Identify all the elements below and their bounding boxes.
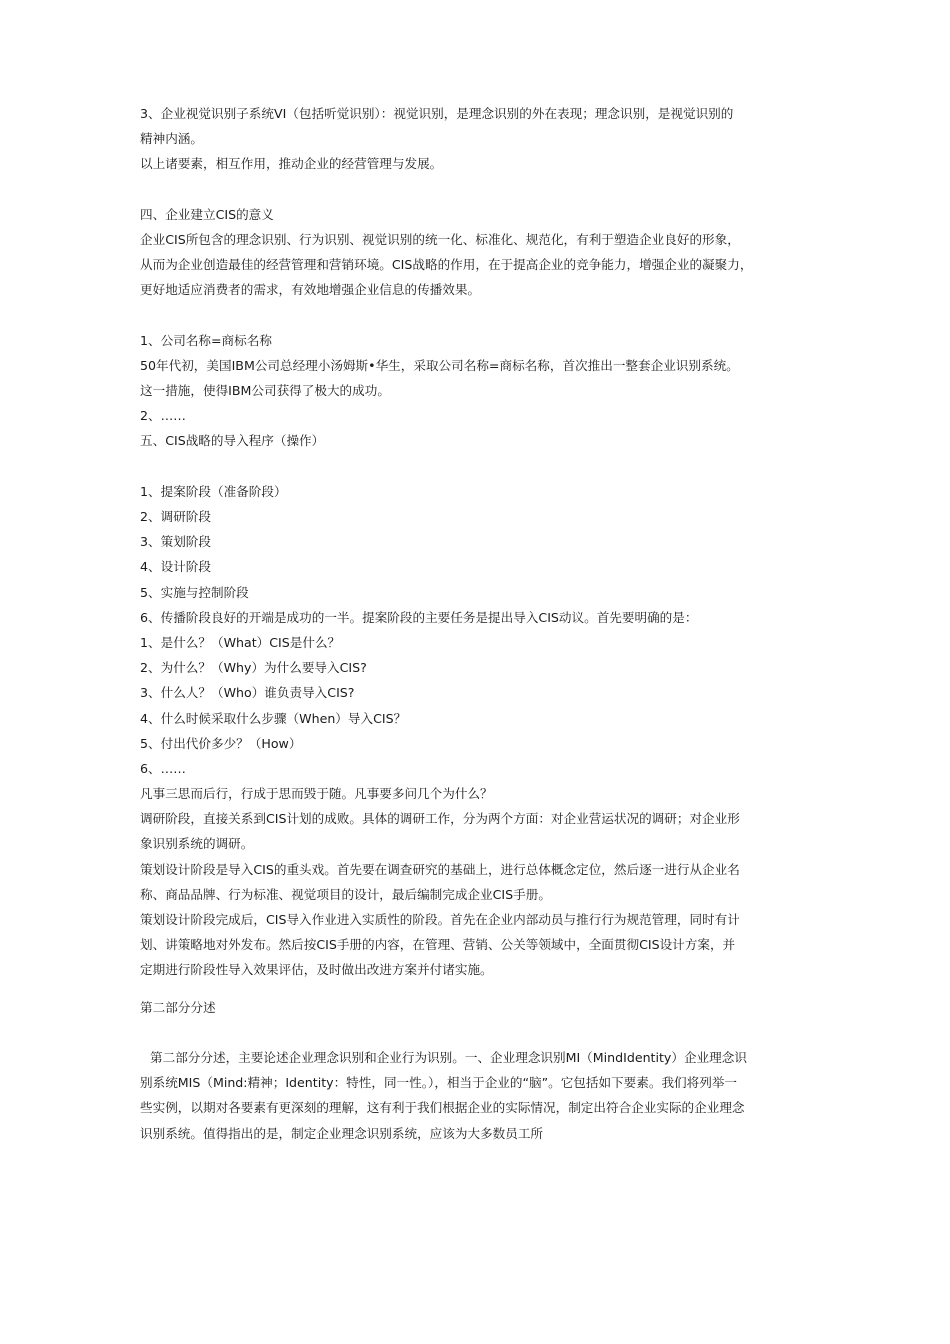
text-line: 策划设计阶段完成后，CIS导入作业进入实质性的阶段。首先在企业内部动员与推行行为规范管理，同时有计: [140, 912, 740, 927]
list-item: 6、传播阶段良好的开端是成功的一半。提案阶段的主要任务是提出导入CIS动议。首先要明确的是：: [140, 609, 698, 625]
text-line: 些实例，以期对各要素有更深刻的理解，这有利于我们根据企业的实际情况，制定出符合企业实际的企业理念: [140, 1100, 745, 1116]
text-line: 调研阶段，直接关系到CIS计划的成败。具体的调研工作，分为两个方面：对企业营运状况的调研；对企业形: [140, 811, 740, 827]
list-item: 3、策划阶段: [140, 534, 211, 550]
list-item: 5、付出代价多少？（How）: [140, 735, 302, 751]
text-line: 定期进行阶段性导入效果评估，及时做出改进方案并付诸实施。: [140, 962, 493, 978]
block-2: [140, 202, 812, 303]
section-heading: 五、CIS战略的导入程序（操作）: [140, 433, 325, 449]
text-line: 称、商品品牌、行为标准、视觉项目的设计，最后编制完成企业CIS手册。: [140, 886, 551, 902]
part-title: 第二部分分述: [140, 999, 216, 1015]
list-item: 3、什么人？（Who）谁负责导入CIS?: [140, 685, 355, 701]
text-line: 这一措施，使得IBM公司获得了极大的成功。: [140, 383, 390, 399]
text-line: 象识别系统的调研。: [140, 836, 254, 852]
list-item: 1、提案阶段（准备阶段）: [140, 483, 287, 499]
document-page: [140, 101, 812, 1146]
text-line: 以上诸要素，相互作用，推动企业的经营管理与发展。: [140, 156, 443, 172]
text-line: 凡事三思而后行，行成于思而毁于随。凡事要多问几个为什么？: [140, 786, 493, 802]
text-line: 策划设计阶段是导入CIS的重头戏。首先要在调查研究的基础上，进行总体概念定位，然后逐一进行从企业名: [140, 861, 740, 877]
list-item: 1、公司名称=商标名称: [140, 332, 272, 348]
text-line: 识别系统。值得指出的是，制定企业理念识别系统，应该为大多数员工所: [140, 1125, 543, 1141]
text-line: 50年代初，美国IBM公司总经理小汤姆斯•华生，采取公司名称=商标名称，首次推出一整套企业识别系统。: [140, 357, 739, 373]
list-item: 2、……: [140, 408, 186, 424]
list-item: 1、是什么？（What）CIS是什么？: [140, 634, 341, 650]
list-item: 4、什么时候采取什么步骤（When）导入CIS？: [140, 710, 407, 726]
block-4: [140, 479, 812, 983]
block-1: [140, 101, 812, 177]
list-item: 4、设计阶段: [140, 559, 211, 575]
block-5: [140, 1045, 812, 1146]
text-line: 从而为企业创造最佳的经营管理和营销环境。CIS战略的作用，在于提高企业的竞争能力，增强企业的凝聚力，: [140, 257, 753, 273]
text-line: 企业CIS所包含的理念识别、行为识别、视觉识别的统一化、标准化、规范化，有利于塑造企业良好的形象，: [140, 231, 740, 247]
list-item: 2、为什么？（Why）为什么要导入CIS?: [140, 660, 367, 676]
list-item: 2、调研阶段: [140, 509, 211, 524]
text-line: 别系统MIS（Mind:精神；Identity：特性，同一性。），相当于企业的“脑”。它包括如下要素。我们将列举一: [140, 1075, 738, 1091]
block-3: [140, 328, 812, 454]
list-item: 6、……: [140, 760, 186, 776]
text-line: 更好地适应消费者的需求，有效地增强企业信息的传播效果。: [140, 282, 481, 298]
list-item: 5、实施与控制阶段: [140, 584, 249, 600]
text-line: 精神内涵。: [140, 131, 203, 147]
text-line: 划、讲策略地对外发布。然后按CIS手册的内容，在管理、营销、公关等领域中，全面贯彻CIS设计方案，并: [140, 937, 736, 953]
text-line: 第二部分分述，主要论述企业理念识别和企业行为识别。一、企业理念识别MI（MindIdentity）企业理念识: [150, 1049, 747, 1065]
section-heading: 四、企业建立CIS的意义: [140, 206, 274, 222]
text-line: 3、企业视觉识别子系统VI（包括听觉识别）：视觉识别，是理念识别的外在表现；理念识别，是视觉识别的: [140, 106, 734, 121]
